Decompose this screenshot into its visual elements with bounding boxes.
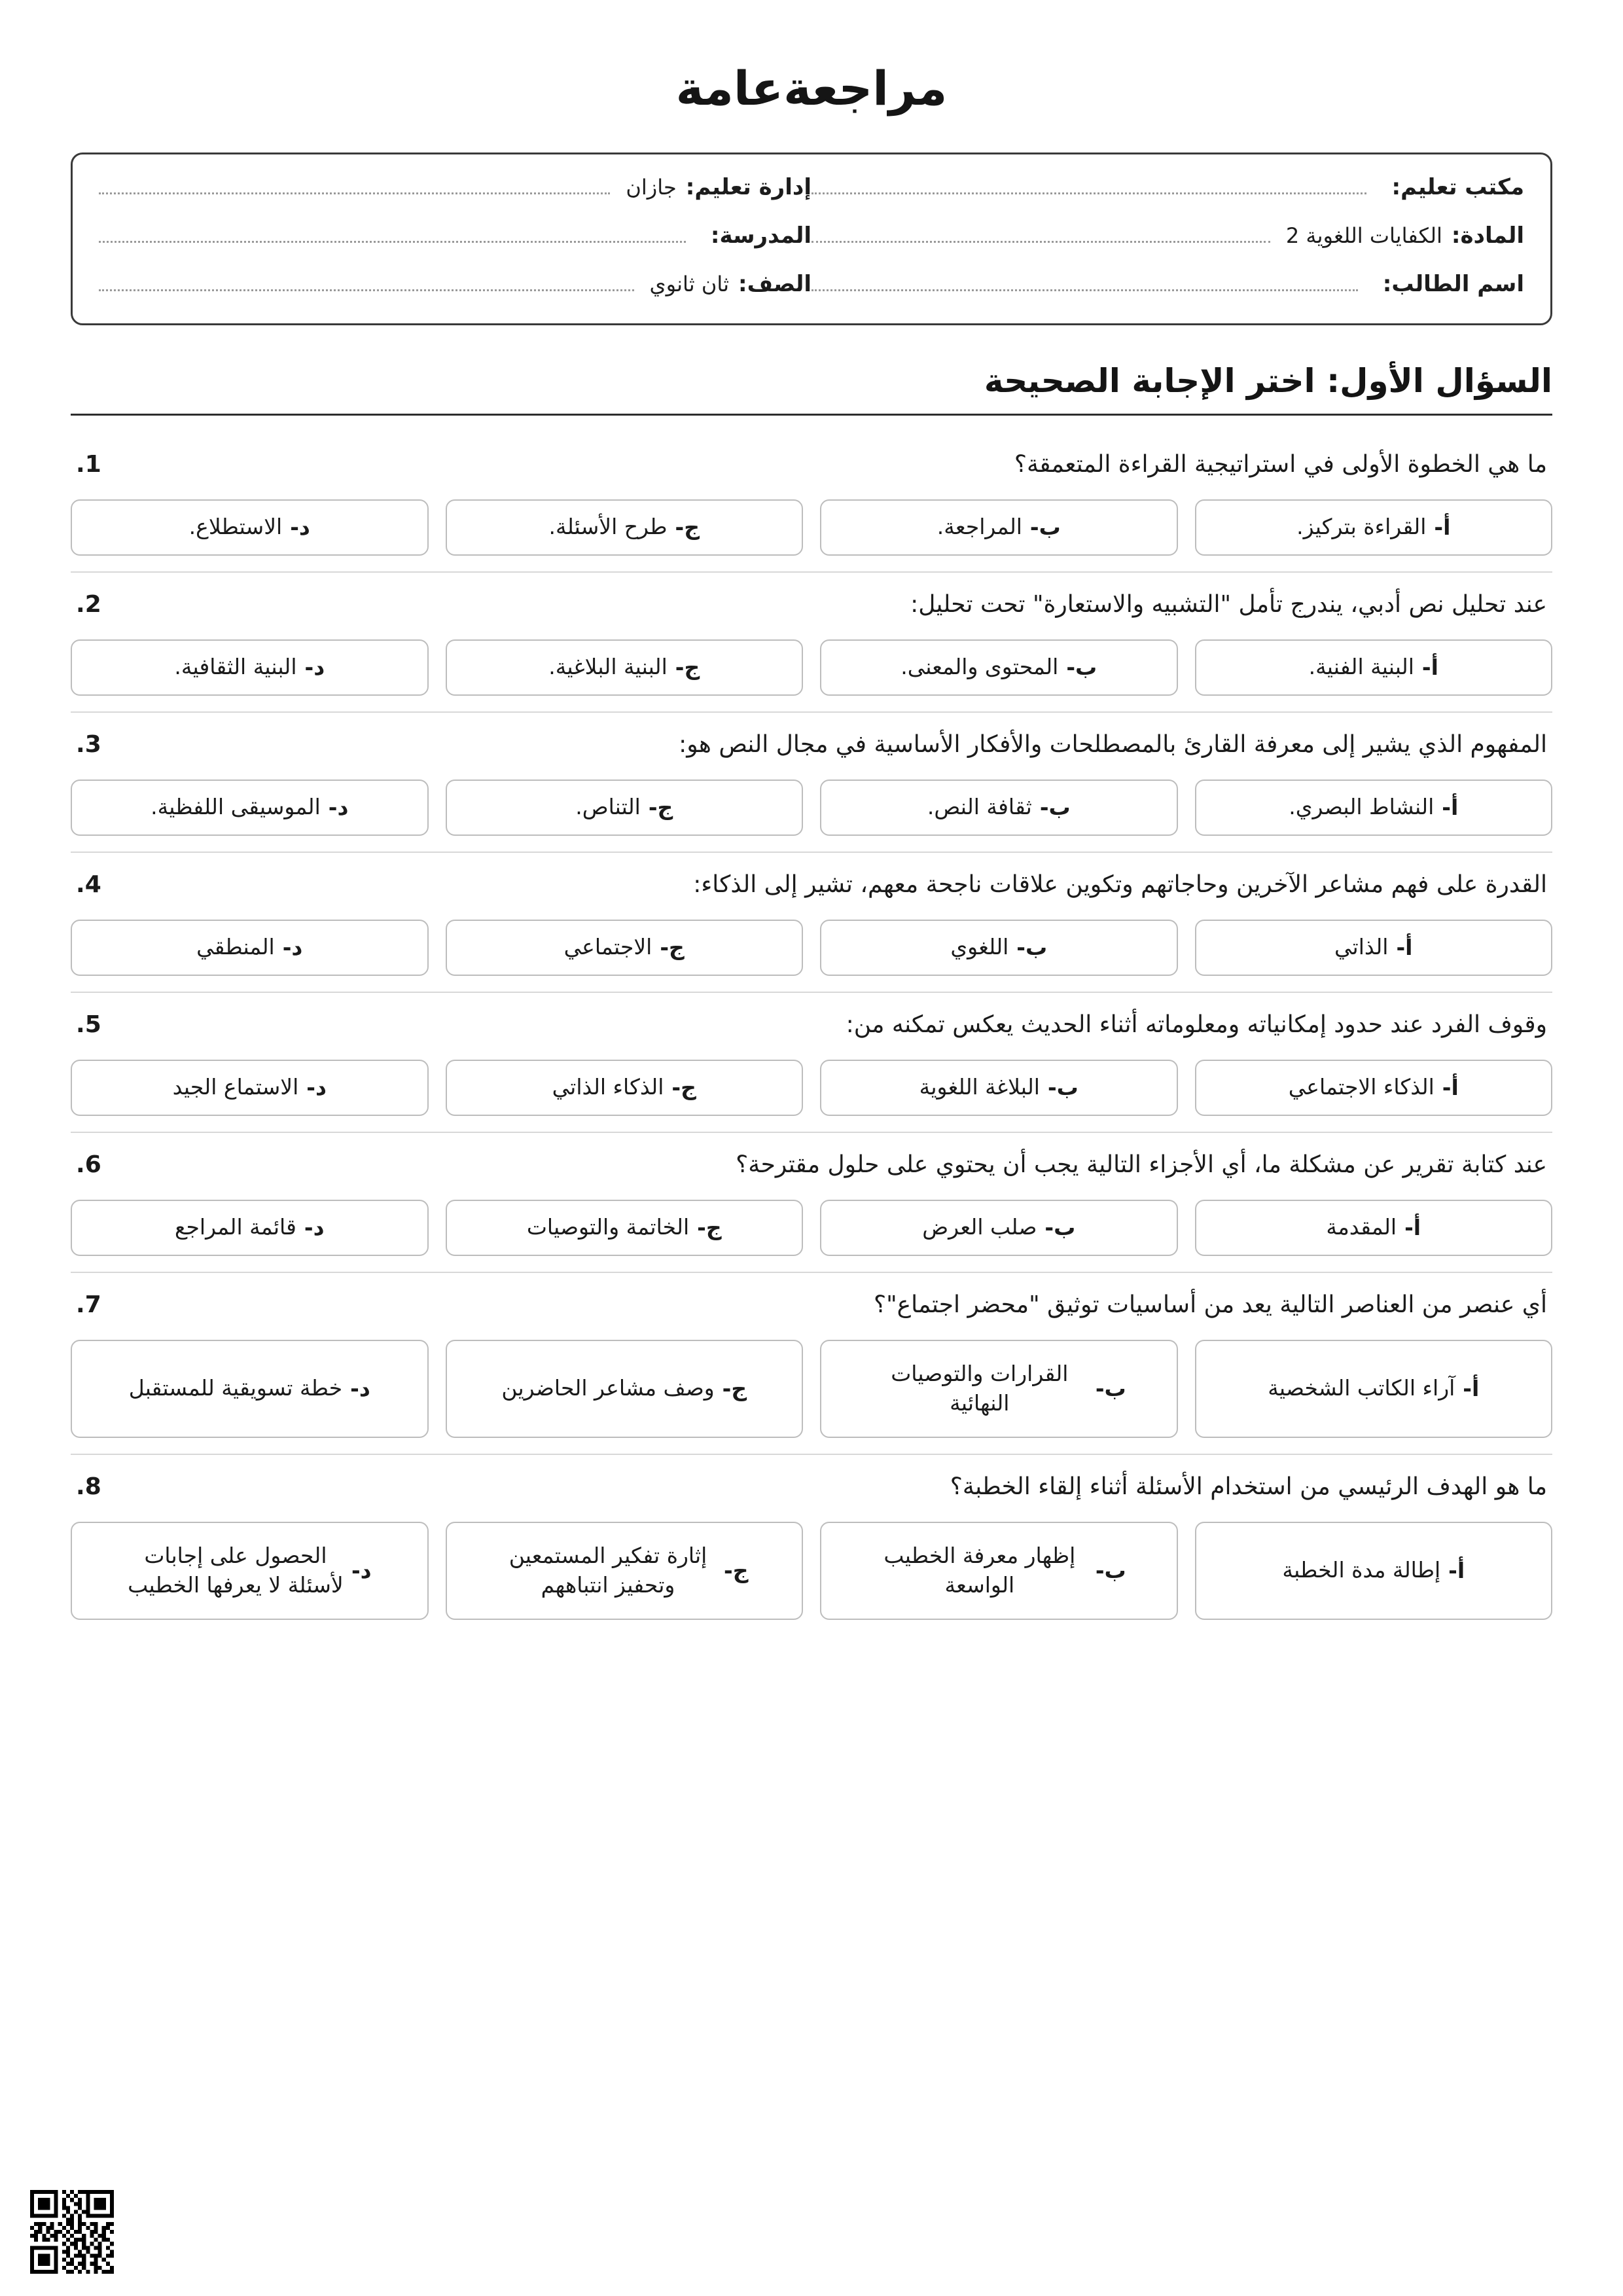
answer-option-label: القرارات والتوصيات النهائية bbox=[891, 1361, 1069, 1416]
answer-option-label: النشاط البصري. bbox=[1289, 794, 1435, 820]
answer-option[interactable] bbox=[71, 1060, 429, 1116]
answer-option-inner bbox=[459, 1213, 791, 1242]
answer-option-key: ج- bbox=[660, 935, 685, 961]
question-block bbox=[71, 1455, 1552, 1636]
info-value: ثان ثانوي bbox=[649, 272, 729, 297]
answer-option-key: أ- bbox=[1442, 1075, 1459, 1101]
question-text: عند تحليل نص أدبي، يندرج تأمل "التشبيه والاستعارة" تحت تحليل: bbox=[910, 590, 1547, 618]
answer-option[interactable] bbox=[1195, 499, 1553, 556]
answer-option-label: القراءة بتركيز. bbox=[1296, 514, 1427, 540]
answer-option[interactable] bbox=[820, 1060, 1178, 1116]
answer-option-label: الذكاء الاجتماعي bbox=[1288, 1074, 1435, 1100]
answer-option-label: الموسيقى اللفظية. bbox=[151, 794, 321, 820]
answer-option-key: أ- bbox=[1442, 795, 1459, 821]
answer-option-key: د- bbox=[306, 1075, 327, 1101]
section-heading: السؤال الأول: اختر الإجابة الصحيحة bbox=[984, 362, 1552, 401]
answer-option-label: البنية البلاغية. bbox=[548, 654, 668, 680]
question-text-row bbox=[71, 1007, 1552, 1043]
answer-option-label: الخاتمة والتوصيات bbox=[526, 1214, 690, 1240]
info-label: إدارة تعليم: bbox=[685, 174, 812, 201]
answer-option-label: ثقافة النص. bbox=[927, 794, 1032, 820]
answer-option-inner bbox=[833, 1213, 1165, 1242]
question-number: 3. bbox=[76, 730, 101, 758]
answer-option-inner bbox=[1208, 512, 1540, 542]
fill-in-line[interactable] bbox=[812, 272, 1358, 291]
info-field-student-name bbox=[812, 271, 1524, 297]
answer-option-label: الذكاء الذاتي bbox=[552, 1074, 664, 1100]
answer-option[interactable] bbox=[71, 920, 429, 976]
answer-option-inner bbox=[1208, 653, 1540, 682]
fill-in-line[interactable] bbox=[99, 224, 686, 243]
answer-option-key: ب- bbox=[1095, 1376, 1126, 1402]
answer-option-key: أ- bbox=[1463, 1376, 1480, 1402]
answer-option-inner bbox=[459, 653, 791, 682]
answer-option-inner bbox=[84, 1374, 416, 1403]
answer-option[interactable] bbox=[446, 1522, 804, 1620]
answer-option-key: ج- bbox=[675, 514, 700, 541]
fill-in-line[interactable] bbox=[99, 175, 610, 194]
answer-option-key: د- bbox=[282, 935, 303, 961]
answer-option-key: د- bbox=[350, 1376, 370, 1402]
answer-option-label: وصف مشاعر الحاضرين bbox=[501, 1375, 715, 1401]
answer-option[interactable] bbox=[1195, 1060, 1553, 1116]
answer-option-key: أ- bbox=[1404, 1215, 1421, 1241]
info-row bbox=[99, 223, 1524, 249]
answer-option-key: ب- bbox=[1066, 655, 1097, 681]
answer-option-label: آراء الكاتب الشخصية bbox=[1268, 1375, 1455, 1401]
question-text-row bbox=[71, 1469, 1552, 1505]
answer-option[interactable] bbox=[71, 780, 429, 836]
question-text-row bbox=[71, 727, 1552, 762]
info-label: اسم الطالب: bbox=[1382, 271, 1524, 298]
question-text-row bbox=[71, 447, 1552, 482]
options-row bbox=[71, 1060, 1552, 1116]
question-text: عند كتابة تقرير عن مشكلة ما، أي الأجزاء التالية يجب أن يحتوي على حلول مقترحة؟ bbox=[736, 1151, 1547, 1178]
answer-option-label: إثارة تفكير المستمعين وتحفيز انتباههم bbox=[508, 1543, 707, 1598]
answer-option[interactable] bbox=[446, 1200, 804, 1256]
answer-option[interactable] bbox=[71, 1340, 429, 1438]
answer-option-inner bbox=[84, 1541, 416, 1600]
info-label: المادة: bbox=[1451, 223, 1524, 249]
question-block bbox=[71, 993, 1552, 1133]
answer-option[interactable] bbox=[446, 639, 804, 696]
section-heading-container bbox=[71, 361, 1552, 416]
answer-option-key: د- bbox=[290, 514, 310, 541]
answer-option-key: أ- bbox=[1448, 1558, 1465, 1584]
options-row bbox=[71, 639, 1552, 696]
answer-option-inner bbox=[1208, 1374, 1540, 1403]
answer-option-inner bbox=[833, 793, 1165, 822]
answer-option-key: د- bbox=[304, 655, 325, 681]
answer-option-key: ب- bbox=[1016, 935, 1048, 961]
question-number: 2. bbox=[76, 590, 101, 618]
answer-option-inner bbox=[84, 1073, 416, 1102]
answer-option-inner bbox=[1208, 1556, 1540, 1585]
answer-option-label: قائمة المراجع bbox=[174, 1214, 296, 1240]
answer-option-inner bbox=[833, 512, 1165, 542]
info-value: الكفايات اللغوية 2 bbox=[1285, 223, 1442, 249]
answer-option-key: أ- bbox=[1421, 655, 1438, 681]
answer-option[interactable] bbox=[820, 499, 1178, 556]
page-title: مراجعةعامة bbox=[675, 61, 948, 116]
options-row bbox=[71, 1522, 1552, 1620]
info-label: المدرسة: bbox=[710, 223, 812, 249]
answer-option[interactable] bbox=[820, 1340, 1178, 1438]
answer-option-label: المراجعة. bbox=[936, 514, 1022, 540]
answer-option-key: ج- bbox=[675, 655, 700, 681]
answer-option-key: ب- bbox=[1039, 795, 1071, 821]
question-text: المفهوم الذي يشير إلى معرفة القارئ بالمصطلحات والأفكار الأساسية في مجال النص هو: bbox=[679, 730, 1547, 758]
answer-option-inner bbox=[84, 653, 416, 682]
answer-option-inner bbox=[833, 1541, 1165, 1600]
answer-option[interactable] bbox=[820, 780, 1178, 836]
answer-option-label: الاجتماعي bbox=[563, 934, 652, 960]
question-block bbox=[71, 433, 1552, 573]
options-row bbox=[71, 499, 1552, 556]
answer-option[interactable] bbox=[820, 1522, 1178, 1620]
answer-option-inner bbox=[1208, 793, 1540, 822]
info-row bbox=[99, 271, 1524, 297]
answer-option[interactable] bbox=[1195, 780, 1553, 836]
question-block bbox=[71, 1273, 1552, 1455]
answer-option-inner bbox=[84, 512, 416, 542]
answer-option[interactable] bbox=[1195, 1200, 1553, 1256]
answer-option-label: البنية الفنية. bbox=[1308, 654, 1414, 680]
answer-option-label: إطالة مدة الخطبة bbox=[1282, 1557, 1441, 1583]
question-list bbox=[71, 433, 1552, 1636]
answer-option-key: أ- bbox=[1396, 935, 1413, 961]
answer-option-key: ب- bbox=[1095, 1558, 1126, 1584]
answer-option-label: البنية الثقافية. bbox=[174, 654, 297, 680]
question-text: وقوف الفرد عند حدود إمكانياته ومعلوماته أثناء الحديث يعكس تمكنه من: bbox=[846, 1011, 1547, 1038]
answer-option-key: ج- bbox=[722, 1376, 747, 1402]
info-field-school bbox=[99, 223, 812, 249]
answer-option[interactable] bbox=[1195, 639, 1553, 696]
info-field-administration bbox=[99, 174, 812, 200]
info-value: جازان bbox=[626, 175, 677, 200]
answer-option-label: اللغوي bbox=[950, 934, 1009, 960]
answer-option[interactable] bbox=[1195, 920, 1553, 976]
answer-option-key: د- bbox=[304, 1215, 325, 1241]
question-text: أي عنصر من العناصر التالية يعد من أساسيات توثيق "محضر اجتماع"؟ bbox=[874, 1291, 1547, 1318]
answer-option-key: د- bbox=[328, 795, 349, 821]
question-text-row bbox=[71, 867, 1552, 903]
answer-option-label: الحصول على إجابات لأسئلة لا يعرفها الخطيب bbox=[128, 1543, 344, 1598]
question-text-row bbox=[71, 1287, 1552, 1323]
answer-option-key: ج- bbox=[697, 1215, 722, 1241]
answer-option[interactable] bbox=[446, 499, 804, 556]
question-text-row bbox=[71, 1147, 1552, 1183]
answer-option-inner bbox=[833, 933, 1165, 962]
options-row bbox=[71, 780, 1552, 836]
fill-in-line[interactable] bbox=[99, 272, 634, 291]
answer-option-label: البلاغة اللغوية bbox=[919, 1074, 1040, 1100]
answer-option[interactable] bbox=[446, 1340, 804, 1438]
answer-option[interactable] bbox=[446, 1060, 804, 1116]
info-label: الصف: bbox=[738, 271, 812, 298]
answer-option-inner bbox=[459, 1073, 791, 1102]
question-number: 8. bbox=[76, 1473, 101, 1500]
answer-option-label: المقدمة bbox=[1326, 1214, 1397, 1240]
answer-option[interactable] bbox=[71, 1200, 429, 1256]
answer-option-inner bbox=[84, 1213, 416, 1242]
info-row bbox=[99, 174, 1524, 200]
answer-option-inner bbox=[459, 1374, 791, 1403]
question-number: 6. bbox=[76, 1151, 101, 1178]
answer-option-inner bbox=[1208, 1073, 1540, 1102]
question-number: 7. bbox=[76, 1291, 101, 1318]
question-number: 1. bbox=[76, 450, 101, 478]
answer-option-label: المحتوى والمعنى. bbox=[901, 654, 1059, 680]
answer-option-inner bbox=[459, 933, 791, 962]
answer-option-key: ج- bbox=[648, 795, 673, 821]
question-text: ما هو الهدف الرئيسي من استخدام الأسئلة أثناء إلقاء الخطبة؟ bbox=[950, 1473, 1547, 1500]
options-row bbox=[71, 1340, 1552, 1438]
answer-option-label: طرح الأسئلة. bbox=[548, 514, 668, 540]
answer-option[interactable] bbox=[820, 1200, 1178, 1256]
answer-option-label: التناص. bbox=[575, 794, 641, 820]
answer-option-inner bbox=[84, 933, 416, 962]
answer-option[interactable] bbox=[820, 920, 1178, 976]
info-field-grade bbox=[99, 271, 812, 297]
answer-option-label: خطة تسويقية للمستقبل bbox=[128, 1375, 343, 1401]
answer-option-key: أ- bbox=[1434, 514, 1451, 541]
answer-option-inner bbox=[459, 1541, 791, 1600]
answer-option-key: ب- bbox=[1029, 514, 1061, 541]
question-block bbox=[71, 853, 1552, 993]
answer-option-label: الذاتي bbox=[1334, 934, 1389, 960]
answer-option[interactable] bbox=[71, 639, 429, 696]
options-row bbox=[71, 920, 1552, 976]
question-block bbox=[71, 1133, 1552, 1273]
info-field-subject bbox=[812, 223, 1524, 249]
answer-option-key: ب- bbox=[1044, 1215, 1076, 1241]
options-row bbox=[71, 1200, 1552, 1256]
info-field-office bbox=[812, 174, 1524, 200]
question-text-row bbox=[71, 587, 1552, 622]
answer-option-key: د- bbox=[351, 1558, 372, 1584]
answer-option-label: المنطقي bbox=[196, 934, 275, 960]
qr-code-icon bbox=[30, 2190, 114, 2274]
fill-in-line[interactable] bbox=[812, 175, 1366, 194]
answer-option[interactable] bbox=[446, 780, 804, 836]
answer-option-inner bbox=[459, 512, 791, 542]
answer-option[interactable] bbox=[71, 1522, 429, 1620]
answer-option[interactable] bbox=[1195, 1340, 1553, 1438]
header-info-box bbox=[71, 152, 1552, 325]
question-block bbox=[71, 573, 1552, 713]
answer-option-inner bbox=[84, 793, 416, 822]
question-text: القدرة على فهم مشاعر الآخرين وحاجاتهم وتكوين علاقات ناجحة معهم، تشير إلى الذكاء: bbox=[693, 870, 1547, 898]
answer-option-key: ج- bbox=[724, 1558, 749, 1584]
answer-option-label: الاستطلاع. bbox=[188, 514, 283, 540]
answer-option-label: إظهار معرفة الخطيب الواسعة bbox=[883, 1543, 1076, 1598]
answer-option-inner bbox=[1208, 1213, 1540, 1242]
answer-option-inner bbox=[1208, 933, 1540, 962]
answer-option-label: الاستماع الجيد bbox=[172, 1074, 299, 1100]
question-block bbox=[71, 713, 1552, 853]
answer-option-key: ج- bbox=[671, 1075, 696, 1101]
question-text: ما هي الخطوة الأولى في استراتيجية القراءة المتعمقة؟ bbox=[1014, 450, 1547, 478]
answer-option[interactable] bbox=[1195, 1522, 1553, 1620]
answer-option-inner bbox=[459, 793, 791, 822]
answer-option[interactable] bbox=[446, 920, 804, 976]
fill-in-line[interactable] bbox=[812, 224, 1270, 243]
answer-option-inner bbox=[833, 1359, 1165, 1418]
answer-option-label: صلب العرض bbox=[922, 1214, 1037, 1240]
answer-option-inner bbox=[833, 1073, 1165, 1102]
answer-option[interactable] bbox=[71, 499, 429, 556]
question-number: 4. bbox=[76, 870, 101, 898]
question-number: 5. bbox=[76, 1011, 101, 1038]
answer-option-key: ب- bbox=[1047, 1075, 1079, 1101]
answer-option-inner bbox=[833, 653, 1165, 682]
info-label: مكتب تعليم: bbox=[1391, 174, 1524, 201]
answer-option[interactable] bbox=[820, 639, 1178, 696]
